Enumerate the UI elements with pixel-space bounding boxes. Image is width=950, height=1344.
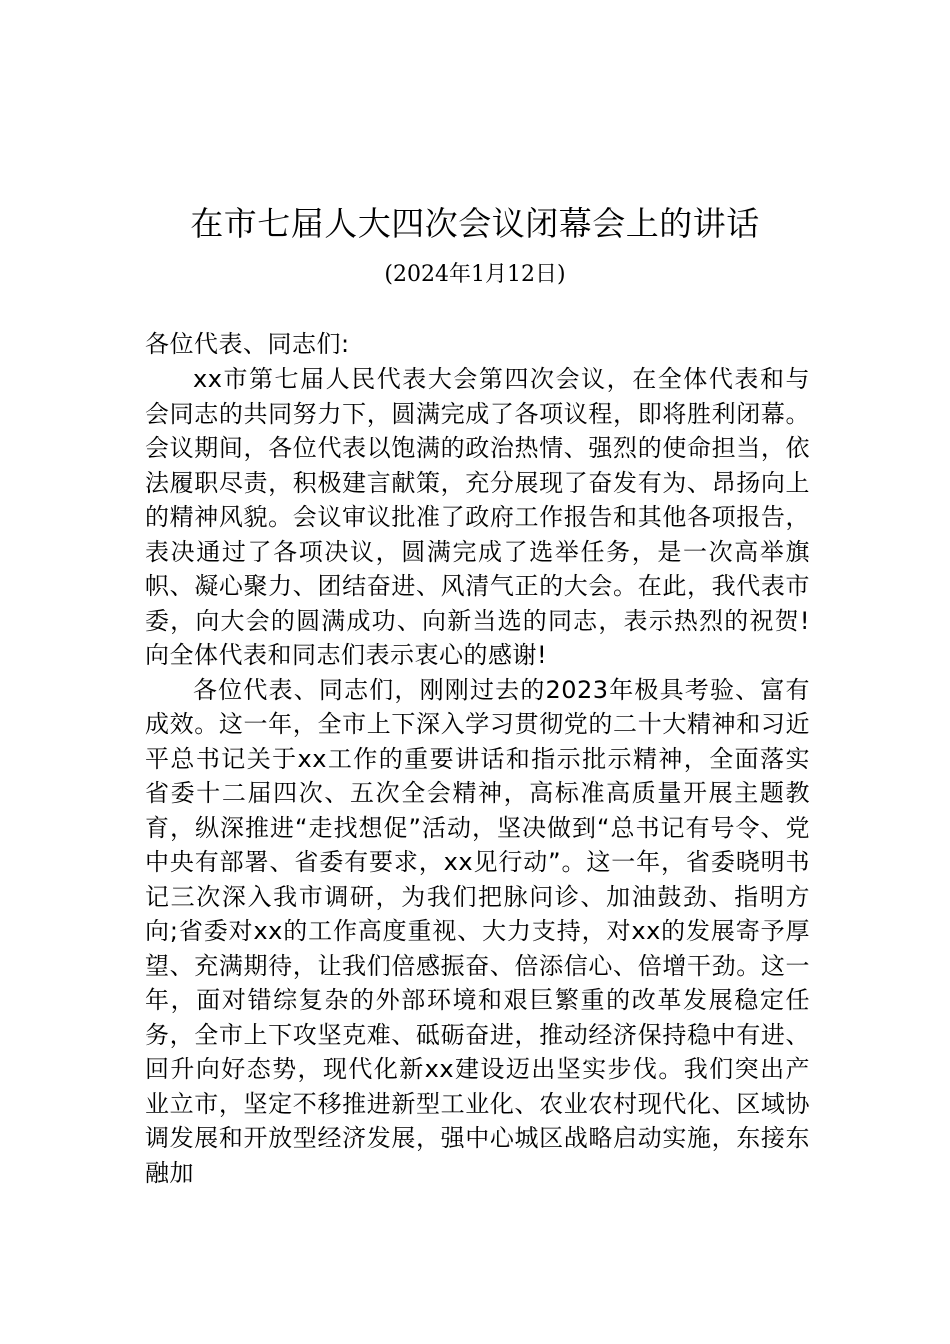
document-date: (2024年1月12日) <box>384 262 566 287</box>
document-title: 在市七届人大四次会议闭幕会上的讲话 <box>190 204 760 243</box>
salutation: 各位代表、同志们: <box>145 330 350 358</box>
paragraph-2: 各位代表、同志们，刚刚过去的2023年极具考验、富有成效。这一年，全市上下深入学习贯彻党的二十大精神和习近平总书记关于xx工作的重要讲话和指示批示精神，全面落实省委十二届四次、五次全会精神，高标准高质量开展主题教育，纵深推进“走找想促”活动，坚决做到“总书记有号令、党中央有部署、省委有要求，xx见行动”。这一年，省委晓明书记三次深入我市调研，为我们把脉问诊、加油鼓劲、指明方向;省委对xx的工作高度重视、大力支持，对xx的发展寄予厚望、充满期待，让我们倍感振奋、倍添信心、倍增干劲。这一年，面对错综复杂的外部环境和艰巨繁重的改革发展稳定任务，全市上下攻坚克难、砥砺奋进，推动经济保持稳中有进、回升向好态势，现代化新xx建设迈出坚实步伐。我们突出产业立市，坚定不移推进新型工业化、农业农村现代化、区域协调发展和开放型经济发展，强中心城区战略启动实施，东接东融加 <box>145 675 810 1187</box>
document-body <box>145 362 810 1190</box>
paragraph-1: xx市第七届人民代表大会第四次会议，在全体代表和与会同志的共同努力下，圆满完成了各项议程，即将胜利闭幕。会议期间，各位代表以饱满的政治热情、强烈的使命担当，依法履职尽责，积极建言献策，充分展现了奋发有为、昂扬向上的精神风貌。会议审议批准了政府工作报告和其他各项报告，表决通过了各项决议，圆满完成了选举任务，是一次高举旗帜、凝心聚力、团结奋进、风清气正的大会。在此，我代表市委，向大会的圆满成功、向新当选的同志，表示热烈的祝贺!向全体代表和同志们表示衷心的感谢! <box>145 365 810 669</box>
